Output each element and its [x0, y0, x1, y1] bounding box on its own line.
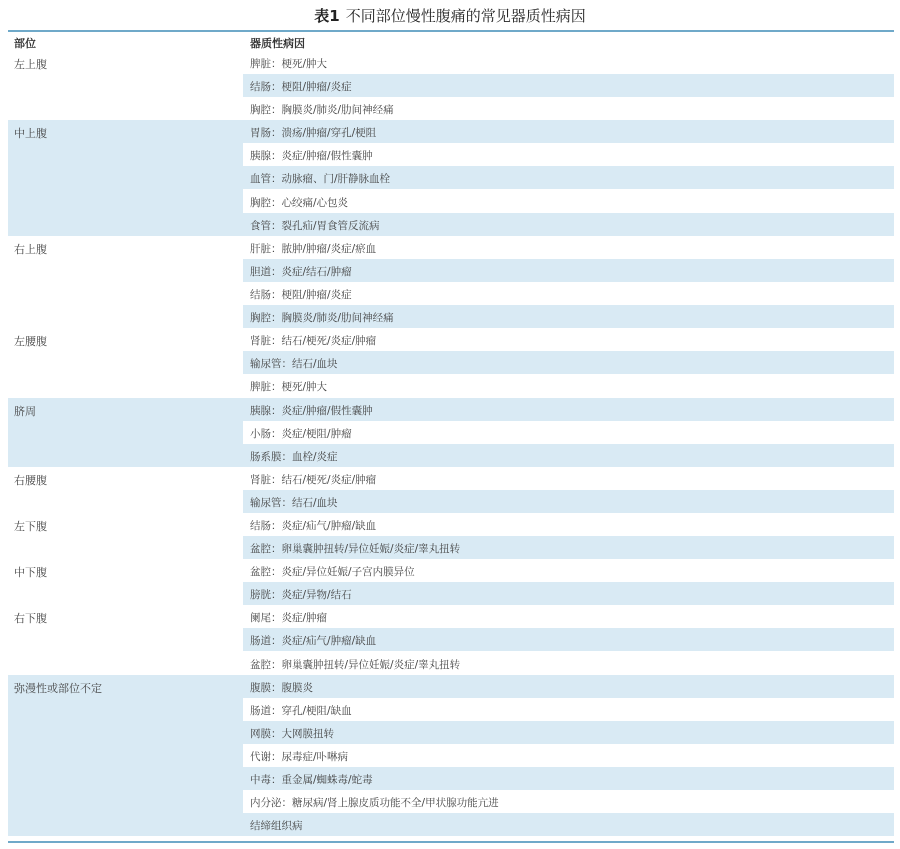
location-cell — [8, 398, 243, 467]
table-row — [243, 421, 894, 444]
table-group — [8, 559, 894, 605]
location-label: 左上腹 — [14, 58, 47, 71]
cause-text: 胸腔：胸膜炎/肺炎/肋间神经痛 — [250, 104, 394, 117]
cause-text: 代谢：尿毒症/卟啉病 — [250, 750, 349, 763]
cause-text: 胰腺：炎症/肿瘤/假性囊肿 — [250, 404, 373, 417]
table-row — [243, 444, 894, 467]
table-row — [243, 97, 894, 120]
table-row — [243, 351, 894, 374]
cause-text: 盆腔：卵巢囊肿扭转/异位妊娠/炎症/睾丸扭转 — [250, 658, 461, 671]
table-group — [8, 513, 894, 559]
table-row — [243, 374, 894, 397]
cause-text: 肾脏：结石/梗死/炎症/肿瘤 — [250, 335, 377, 348]
cause-text: 脾脏：梗死/肿大 — [250, 58, 328, 70]
cause-text: 肠道：穿孔/梗阻/缺血 — [250, 704, 352, 717]
cause-text: 输尿管：结石/血块 — [250, 496, 338, 509]
cause-text: 膀胱：炎症/异物/结石 — [250, 589, 352, 602]
cause-text: 肠系膜：血栓/炎症 — [250, 450, 338, 463]
table-row — [243, 767, 894, 790]
cause-text: 胃肠：溃疡/肿瘤/穿孔/梗阻 — [250, 127, 377, 140]
table-group — [8, 236, 894, 328]
cause-text: 胸腔：心绞痛/心包炎 — [250, 196, 349, 209]
table-group — [8, 467, 894, 513]
location-cell — [8, 513, 243, 559]
table-row — [243, 698, 894, 721]
table-row — [243, 259, 894, 282]
cause-text: 结肠：炎症/疝气/肿瘤/缺血 — [250, 520, 377, 532]
cause-text: 阑尾：炎症/肿瘤 — [250, 612, 328, 625]
location-label: 左下腹 — [14, 520, 47, 533]
cause-text: 内分泌：糖尿病/肾上腺皮质功能不全/甲状腺功能亢进 — [250, 797, 499, 810]
table-group — [8, 51, 894, 120]
cause-text: 盆腔：卵巢囊肿扭转/异位妊娠/炎症/睾丸扭转 — [250, 543, 461, 556]
cause-text: 血管：动脉瘤、门/肝静脉血栓 — [250, 173, 391, 186]
location-cell — [8, 120, 243, 236]
location-label: 右上腹 — [14, 242, 47, 256]
table-row — [243, 490, 894, 513]
table-row — [243, 328, 894, 351]
table-row — [243, 721, 894, 744]
table-row — [243, 190, 894, 213]
location-label: 左腰腹 — [14, 335, 47, 349]
cause-text: 脾脏：梗死/肿大 — [250, 381, 328, 394]
cause-text: 胰腺：炎症/肿瘤/假性囊肿 — [250, 150, 373, 163]
table-row — [243, 51, 894, 74]
cause-text: 结肠：梗阻/肿瘤/炎症 — [250, 288, 352, 301]
cause-text: 小肠：炎症/梗阻/肿瘤 — [250, 427, 352, 440]
location-label: 中上腹 — [14, 127, 47, 141]
location-cell — [8, 559, 243, 605]
table-row — [243, 282, 894, 305]
table-row — [243, 513, 894, 536]
location-label: 脐周 — [14, 404, 36, 418]
table-group — [8, 605, 894, 674]
cause-text: 网膜：大网膜扭转 — [250, 727, 334, 740]
table-row — [243, 675, 894, 698]
header-cause: 器质性病因 — [250, 37, 305, 50]
header-location: 部位 — [14, 37, 36, 50]
location-cell — [8, 328, 243, 397]
table-row — [243, 166, 894, 189]
cause-text: 胸腔：胸膜炎/肺炎/肋间神经痛 — [250, 312, 394, 325]
table-row — [243, 467, 894, 490]
cause-text: 肝脏：脓肿/肿瘤/炎症/瘀血 — [250, 242, 377, 255]
cause-text: 盆腔：炎症/异位妊娠/子宫内膜异位 — [250, 566, 415, 579]
cause-text: 结肠：梗阻/肿瘤/炎症 — [250, 81, 352, 94]
location-cell — [8, 467, 243, 513]
table-row — [243, 536, 894, 559]
table-row — [243, 305, 894, 328]
table-group — [8, 120, 894, 236]
cause-text: 中毒：重金属/蜘蛛毒/蛇毒 — [250, 774, 373, 787]
cause-text: 食管：裂孔疝/胃食管反流病 — [250, 219, 380, 232]
location-label: 中下腹 — [14, 566, 47, 580]
table-row — [243, 74, 894, 97]
table-row — [243, 559, 894, 582]
location-label: 右腰腹 — [14, 473, 47, 487]
location-label: 弥漫性或部位不定 — [14, 681, 102, 695]
table-header — [8, 32, 894, 50]
location-cell — [8, 675, 243, 837]
table-row — [243, 744, 894, 767]
table-row — [243, 398, 894, 421]
location-cell — [8, 605, 243, 674]
location-cell — [8, 236, 243, 328]
cause-text: 结缔组织病 — [250, 820, 303, 833]
table-row — [243, 213, 894, 236]
table-row — [243, 790, 894, 813]
table-row — [243, 143, 894, 166]
table-row — [243, 605, 894, 628]
cause-text: 胆道：炎症/结石/肿瘤 — [250, 265, 352, 278]
location-cell — [8, 51, 243, 120]
table-row — [243, 236, 894, 259]
cause-text: 肠道：炎症/疝气/肿瘤/缺血 — [250, 635, 377, 648]
table-row — [243, 582, 894, 605]
location-label: 右下腹 — [14, 612, 47, 626]
cause-text: 腹膜：腹膜炎 — [250, 681, 313, 694]
table-group — [8, 398, 894, 467]
table-number: 表1 — [314, 6, 340, 25]
table-row — [243, 628, 894, 651]
cause-text: 输尿管：结石/血块 — [250, 358, 338, 371]
cause-text: 肾脏：结石/梗死/炎症/肿瘤 — [250, 473, 377, 486]
table-title — [0, 0, 900, 30]
table-row — [243, 813, 894, 836]
table-group — [8, 675, 894, 837]
table-row — [243, 652, 894, 675]
table-caption: 不同部位慢性腹痛的常见器质性病因 — [345, 6, 586, 25]
footer-divider — [8, 841, 894, 843]
table-group — [8, 328, 894, 397]
table-row — [243, 120, 894, 143]
